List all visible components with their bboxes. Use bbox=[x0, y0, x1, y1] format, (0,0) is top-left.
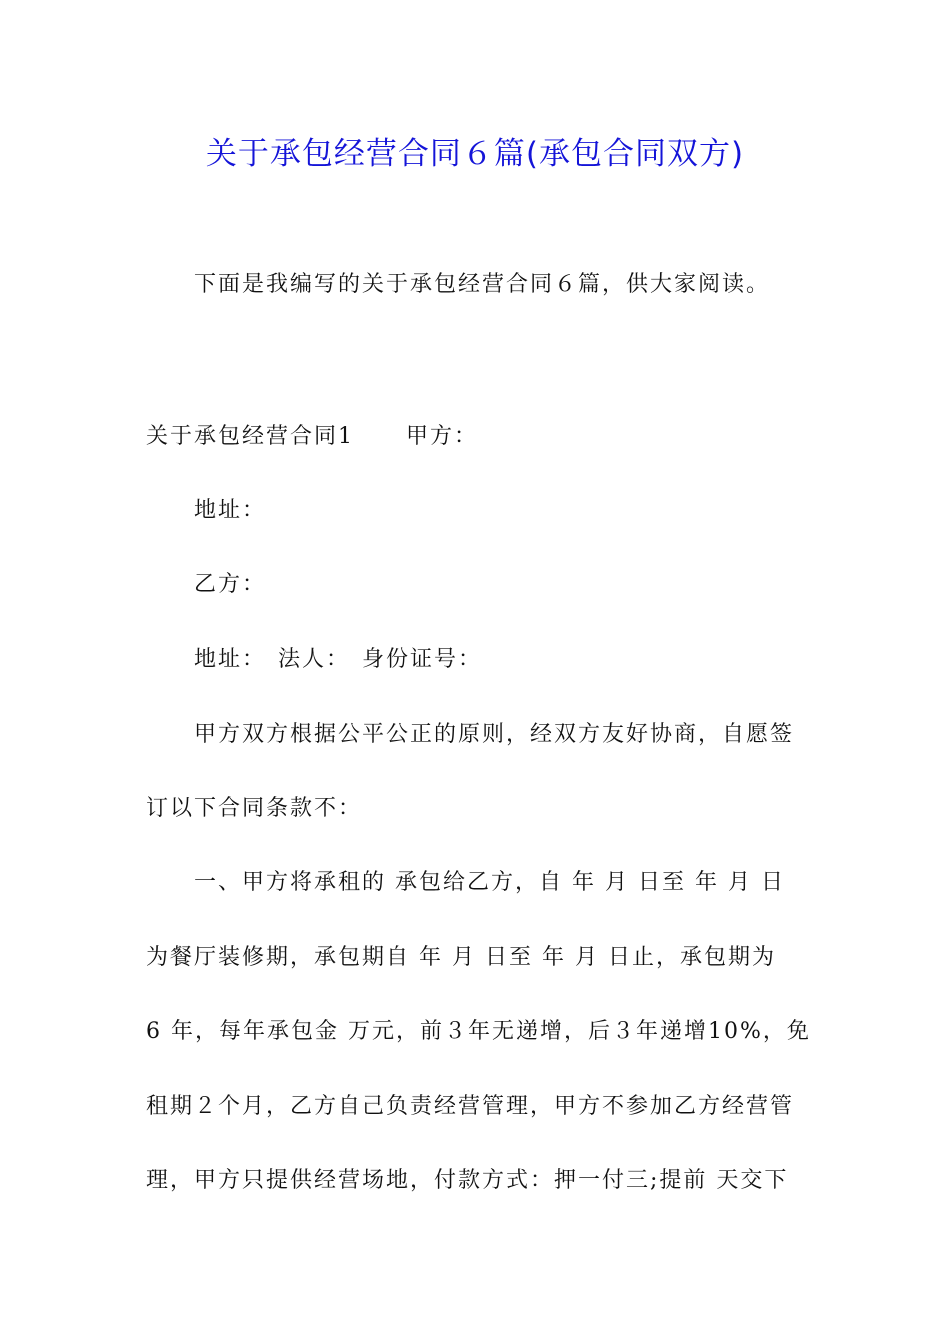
document-title: 关于承包经营合同６篇(承包合同双方) bbox=[205, 136, 745, 172]
paragraph-line: 为餐厅装修期，承包期自 年 月 日至 年 月 日止，承包期为 bbox=[146, 945, 776, 970]
party-b-address-label: 地址： bbox=[194, 647, 267, 672]
section-heading-line bbox=[146, 422, 478, 452]
party-b-label: 乙方： bbox=[194, 572, 267, 597]
intro-paragraph: 下面是我编写的关于承包经营合同６篇，供大家阅读。 bbox=[194, 272, 771, 297]
party-a-address-label: 地址： bbox=[194, 498, 267, 523]
section-heading: 关于承包经营合同1 bbox=[146, 424, 354, 449]
paragraph-line: 一、甲方将承租的 承包给乙方，自 年 月 日至 年 月 日 bbox=[194, 870, 785, 895]
paragraph-line: 订以下合同条款不： bbox=[146, 796, 363, 821]
paragraph-line: 6 年，每年承包金 万元，前３年无递增，后３年递增10%，免 bbox=[146, 1019, 811, 1044]
paragraph-line: 租期２个月，乙方自己负责经营管理，甲方不参加乙方经营管 bbox=[146, 1094, 795, 1119]
paragraph-line: 甲方双方根据公平公正的原则，经双方友好协商，自愿签 bbox=[194, 722, 795, 747]
id-number-label: 身份证号： bbox=[362, 647, 483, 672]
legal-person-label: 法人： bbox=[278, 647, 351, 672]
paragraph-line: 理，甲方只提供经营场地，付款方式：押一付三;提前 天交下 bbox=[146, 1168, 789, 1193]
party-a-label: 甲方： bbox=[406, 424, 479, 449]
party-b-details-line bbox=[194, 645, 482, 675]
